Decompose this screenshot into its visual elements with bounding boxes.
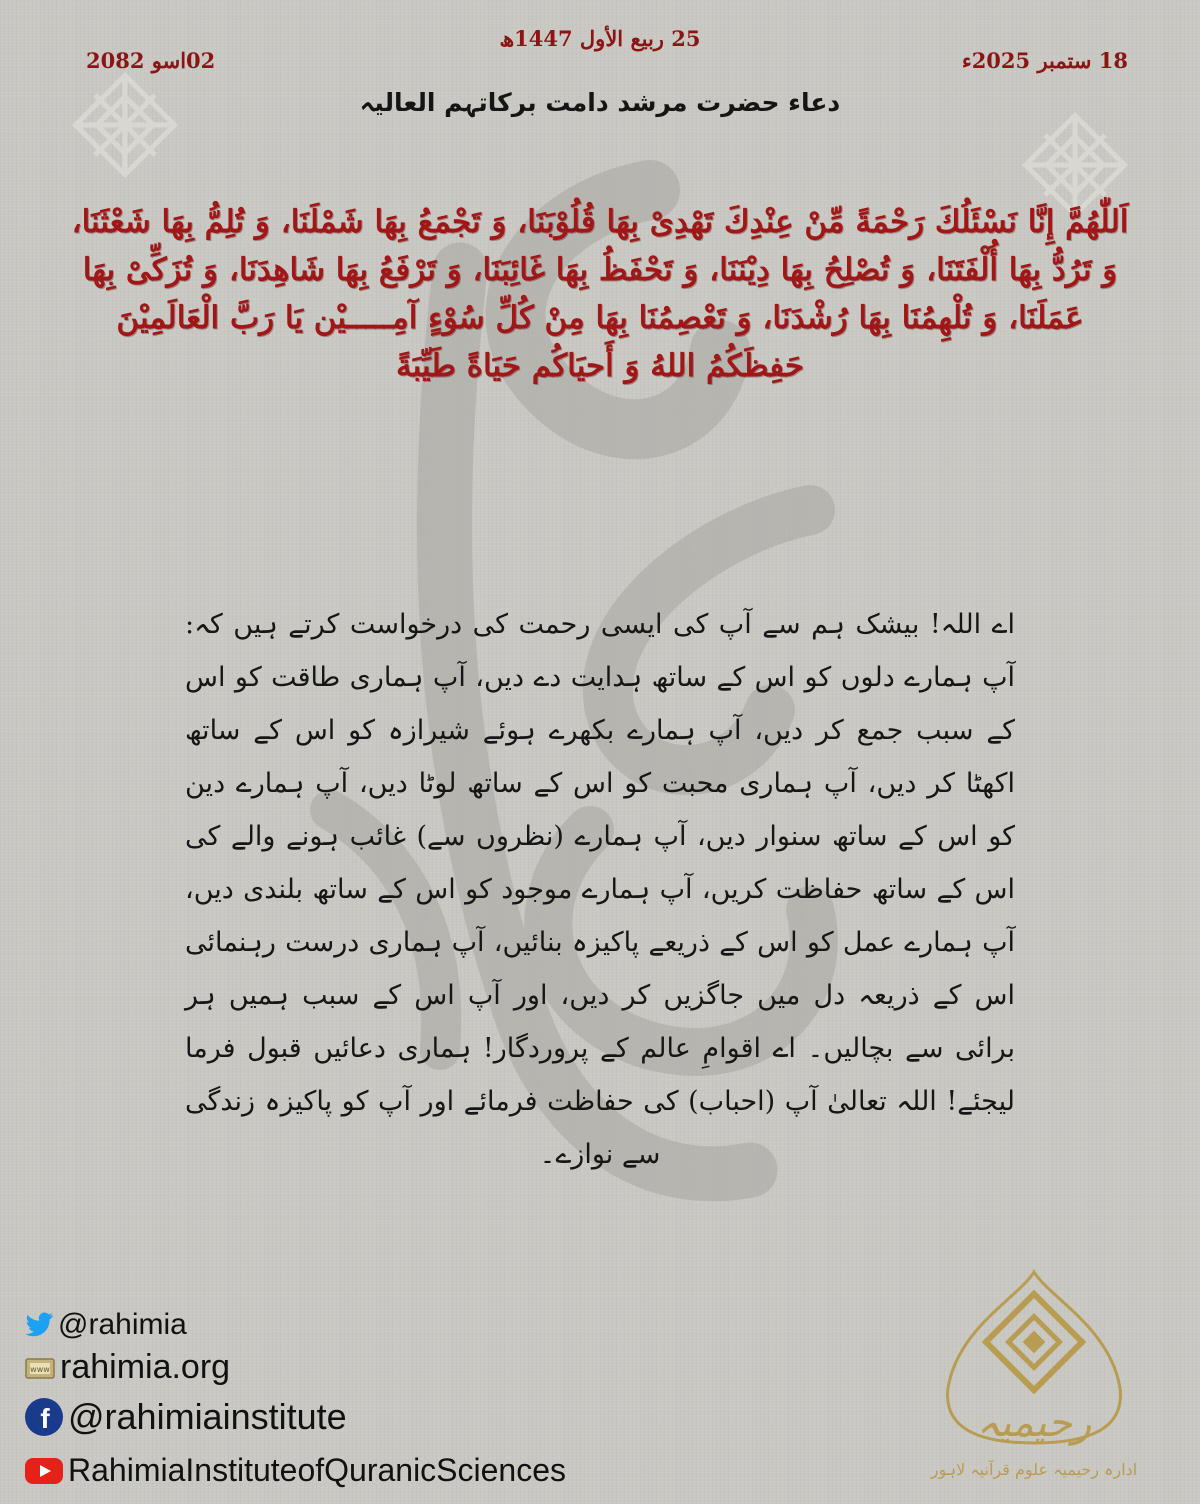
bikrami-date: 02اسو 2082 <box>86 48 216 73</box>
youtube-channel: RahimiaInstituteofQuranicSciences <box>68 1452 567 1488</box>
twitter-link[interactable] <box>24 1308 187 1342</box>
youtube-play-icon <box>24 1456 64 1486</box>
facebook-icon <box>24 1397 64 1437</box>
urdu-translation-text: اے اللہ! بیشک ہم سے آپ کی ایسی رحمت کی درخواست کرتے ہیں کہ: آپ ہمارے دلوں کو اس کے ساتھ ہدایت دے دیں، آپ ہماری طاقت کو اس کے سبب جمع کر دیں، آپ ہمارے بکھرے ہوئے شیرازہ کو اس کے ساتھ اکھٹا کر دیں، آپ ہماری محبت کو اس کے ساتھ لوٹا دیں، آپ ہمارے دین کو اس کے ساتھ سنوار دیں، آپ ہمارے (نظروں سے) غائب ہونے والے کی اس کے ساتھ حفاظت کریں، آپ ہمارے موجود کو اس کے ساتھ بلندی دیں، آپ ہمارے عمل کو اس کے ذریعے پاکیزہ بنائیں، آپ ہماری درست رہنمائی اس کے ذریعہ دل میں جاگزیں کر دیں، اور آپ اس کے سبب ہمیں ہر برائی سے بچالیں۔ اے اقوامِ عالم کے پروردگار! ہماری دعائیں قبول فرما لیجئے! اللہ تعالیٰ آپ (احباب) کی حفاظت فرمائے اور آپ کو پاکیزہ زندگی سے نوازے۔ <box>185 609 1015 1170</box>
hijri-date: 25 ربیع الأول 1447ھ <box>499 26 701 51</box>
rahimia-logo <box>918 1268 1150 1500</box>
logo-subtitle: ادارہ رحیمیہ علوم قرآنیہ لاہور <box>930 1460 1138 1479</box>
website-link[interactable] <box>24 1348 230 1387</box>
website-url: rahimia.org <box>60 1348 231 1386</box>
gregorian-date: 18 ستمبر 2025ء <box>961 48 1128 73</box>
twitter-handle: @rahimia <box>58 1308 187 1341</box>
twitter-bird-icon <box>24 1312 54 1338</box>
knot-ornament-left-icon <box>55 55 195 195</box>
youtube-link[interactable] <box>24 1452 566 1489</box>
facebook-link[interactable] <box>24 1396 347 1438</box>
svg-text:f: f <box>40 1403 50 1434</box>
svg-text:www: www <box>30 1364 50 1374</box>
web-icon <box>24 1355 56 1381</box>
logo-name: رحیمیہ <box>976 1400 1092 1446</box>
page-title: دعاء حضرت مرشد دامت برکاتہم العالیہ <box>359 88 841 117</box>
arabic-dua-text: اَللّٰھُمَّ إِنَّا نَسْئَلُكَ رَحْمَةً مِّنْ عِنْدِكَ تَهْدِىْ بِهَا قُلُوْبَنَا، وَ تَجْمَعُ بِهَا شَمْلَنَا، وَ تُلِمُّ بِهَا شَعْثَنَا، وَ تَرُدُّ بِهَا أُلْفَتَنَا، وَ تُصْلِحُ بِهَا دِيْنَنَا، وَ تَحْفَظُ بِهَا غَائِبَنَا، وَ تَرْفَعُ بِهَا شَاهِدَنَا، وَ تُزَكِّىْ بِهَا عَمَلَنَا، وَ تُلْهِمُنَا بِهَا رُشْدَنَا، وَ تَعْصِمُنَا بِهَا مِنْ كُلِّ سُوْءٍ آمِـــــيْن يَا رَبَّ الْعَالَمِيْنَ حَفِظَكُمُ اللهُ وَ أَحيَاكُم حَيَاةً طَيِّبَةً <box>71 204 1129 384</box>
facebook-handle: @rahimiainstitute <box>68 1396 347 1437</box>
